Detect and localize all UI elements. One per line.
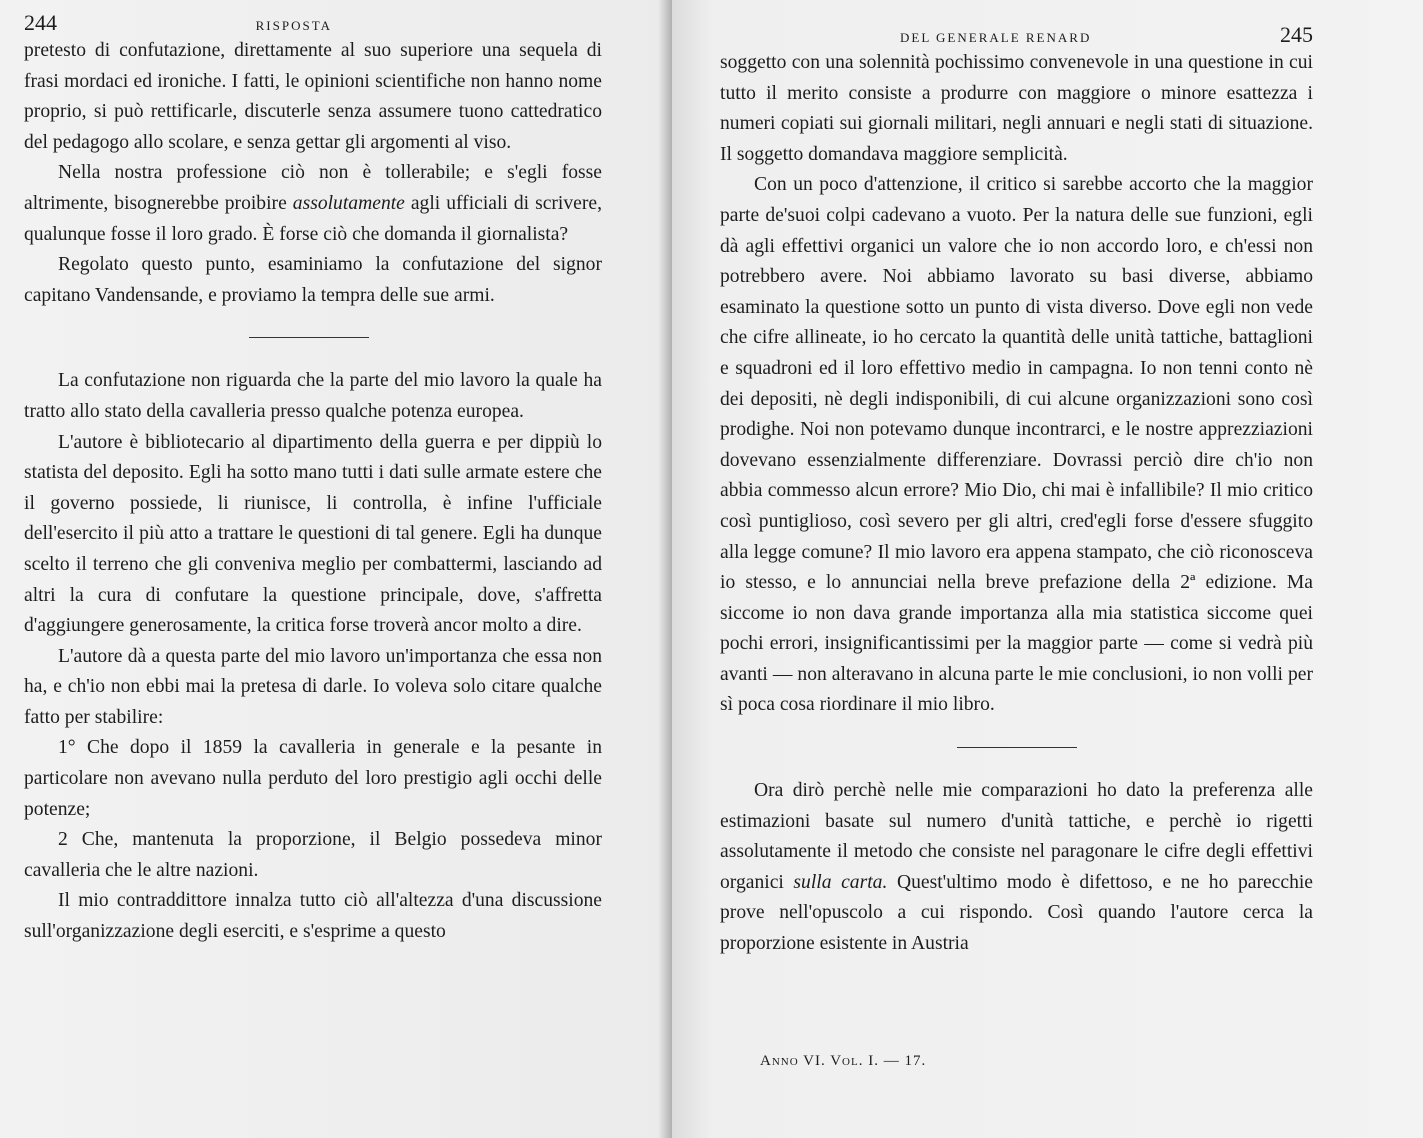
paragraph: Regolato questo punto, esaminiamo la confutazione del signor capitano Vandensande, e proviamo la tempra delle sue armi. — [24, 254, 602, 306]
emphasis: assolutamente — [292, 192, 405, 214]
paragraph: L'autore è bibliotecario al dipartimento della guerra e per dippiù lo statista del deposito. Egli ha sotto mano tutti i dati sulle armate estere che il governo possiede, li riunisce, li controlla, è infine l'ufficiale dell'esercito il più atto a trattare le questioni di tal genere. Egli ha dunque scelto il terreno che gli conveniva meglio per combattermi, lasciando ad altri la cura di confutare la questione principale, dove, s'affretta d'aggiungere generosamente, la critica forse troverà ancor molto a dire. — [24, 431, 602, 637]
paragraph: soggetto con una solennità pochissimo convenevole in una questione in cui tutto il merito consiste a produrre con maggiore o minore esattezza i numeri copiati sui giornali militari, negli annuari e negli stati di situazione. Il soggetto domandava maggiore semplicità. — [720, 52, 1313, 165]
running-head: DEL GENERALE RENARD — [900, 30, 1092, 45]
running-head: RISPOSTA — [255, 18, 332, 33]
emphasis: sulla carta. — [793, 871, 888, 893]
page-number: 244 — [24, 10, 57, 35]
paragraph: Nella nostra professione ciò non è tollerabile; e s'egli fosse altrimente, bisognerebbe proibire assolutamente agli ufficiali di scrivere, qualunque fosse il loro grado. È forse ciò che domanda il giornalista? — [24, 162, 602, 245]
signature-line: Anno VI. Vol. I. — 17. — [760, 1053, 927, 1069]
section-divider — [249, 337, 369, 338]
list-item: 2 Che, mantenuta la proporzione, il Belgio possedeva minor cavalleria che le altre nazioni. — [24, 829, 602, 881]
paragraph: Ora dirò perchè nelle mie comparazioni ho dato la preferenza alle estimazioni basate sul numero d'unità tattiche, e perchè io rigetti assolutamente il metodo che consiste nel paragonare le cifre degli effettivi organici sulla carta. Quest'ultimo modo è difettoso, e ne ho parecchie prove nell'opuscolo a cui rispondo. Così quando l'autore cerca la proporzione esistente in Austria — [720, 780, 1314, 955]
page-number: 245 — [1280, 22, 1313, 47]
left-page-text — [24, 36, 602, 948]
right-page-header — [720, 22, 1313, 48]
left-page-header — [24, 10, 602, 36]
left-page — [0, 0, 672, 1138]
list-item: 1° Che dopo il 1859 la cavalleria in generale e la pesante in particolare non avevano nulla perduto del loro prestigio agli occhi delle potenze; — [24, 737, 602, 820]
paragraph: La confutazione non riguarda che la parte del mio lavoro la quale ha tratto allo stato della cavalleria presso qualche potenza europea. — [24, 370, 602, 422]
paragraph: L'autore dà a questa parte del mio lavoro un'importanza che essa non ha, e ch'io non ebbi mai la pretesa di darle. Io voleva solo citare qualche fatto per stabilire: — [24, 645, 602, 728]
paragraph: pretesto di confutazione, direttamente al suo superiore una sequela di frasi mordaci ed ironiche. I fatti, le opinioni scientifiche non hanno nome proprio, si può rettificarle, discuterle senza assumere tuono cattedratico del pedagogo allo scolare, e senza gettar gli argomenti al viso. — [24, 40, 602, 153]
gutter-shadow — [658, 0, 672, 1138]
right-page-text — [720, 48, 1313, 960]
right-page — [672, 0, 1423, 1138]
paragraph: Il mio contraddittore innalza tutto ciò all'altezza d'una discussione sull'organizzazione degli eserciti, e s'esprime a questo — [24, 890, 602, 943]
section-divider — [957, 747, 1077, 748]
paragraph: Con un poco d'attenzione, il critico si sarebbe accorto che la maggior parte de'suoi colpi cadevano a vuoto. Per la natura delle sue funzioni, egli dà agli effettivi organici un valore che io non accordo loro, e ch'essi non potrebbero avere. Noi abbiamo lavorato su basi diverse, abbiamo esaminato la questione sotto un punto di vista diverso. Dove egli non vede che cifre allineate, io ho cercato la quantità delle unità tattiche, battaglioni e squadroni ed il loro effettivo medio in campagna. Io non tenni conto nè dei depositi, nè degli indisponibili, di cui alcune organizzazioni sono così prodighe. Noi non potevamo dunque incontrarci, e le nostre apprezziazioni dovevano essenzialmente differenziare. Dovrassi perciò dire ch'io non abbia commesso alcun errore? Mio Dio, chi mai è infallibile? Il mio critico così puntiglioso, così severo per gli altri, cred'egli forse d'essere sfuggito alla legge comune? Il mio lavoro era appena stampato, che ciò riconosceva io stesso, e lo annunciai nella breve prefazione della 2ª edizione. Ma siccome io non dava grande importanza alla mia statistica siccome quei pochi errori, insignificantissimi per la maggior parte — come si vedrà più avanti — non alteravano in alcuna parte le mie conclusioni, io non volli per sì poca cosa riordinare il mio libro. — [720, 174, 1313, 716]
